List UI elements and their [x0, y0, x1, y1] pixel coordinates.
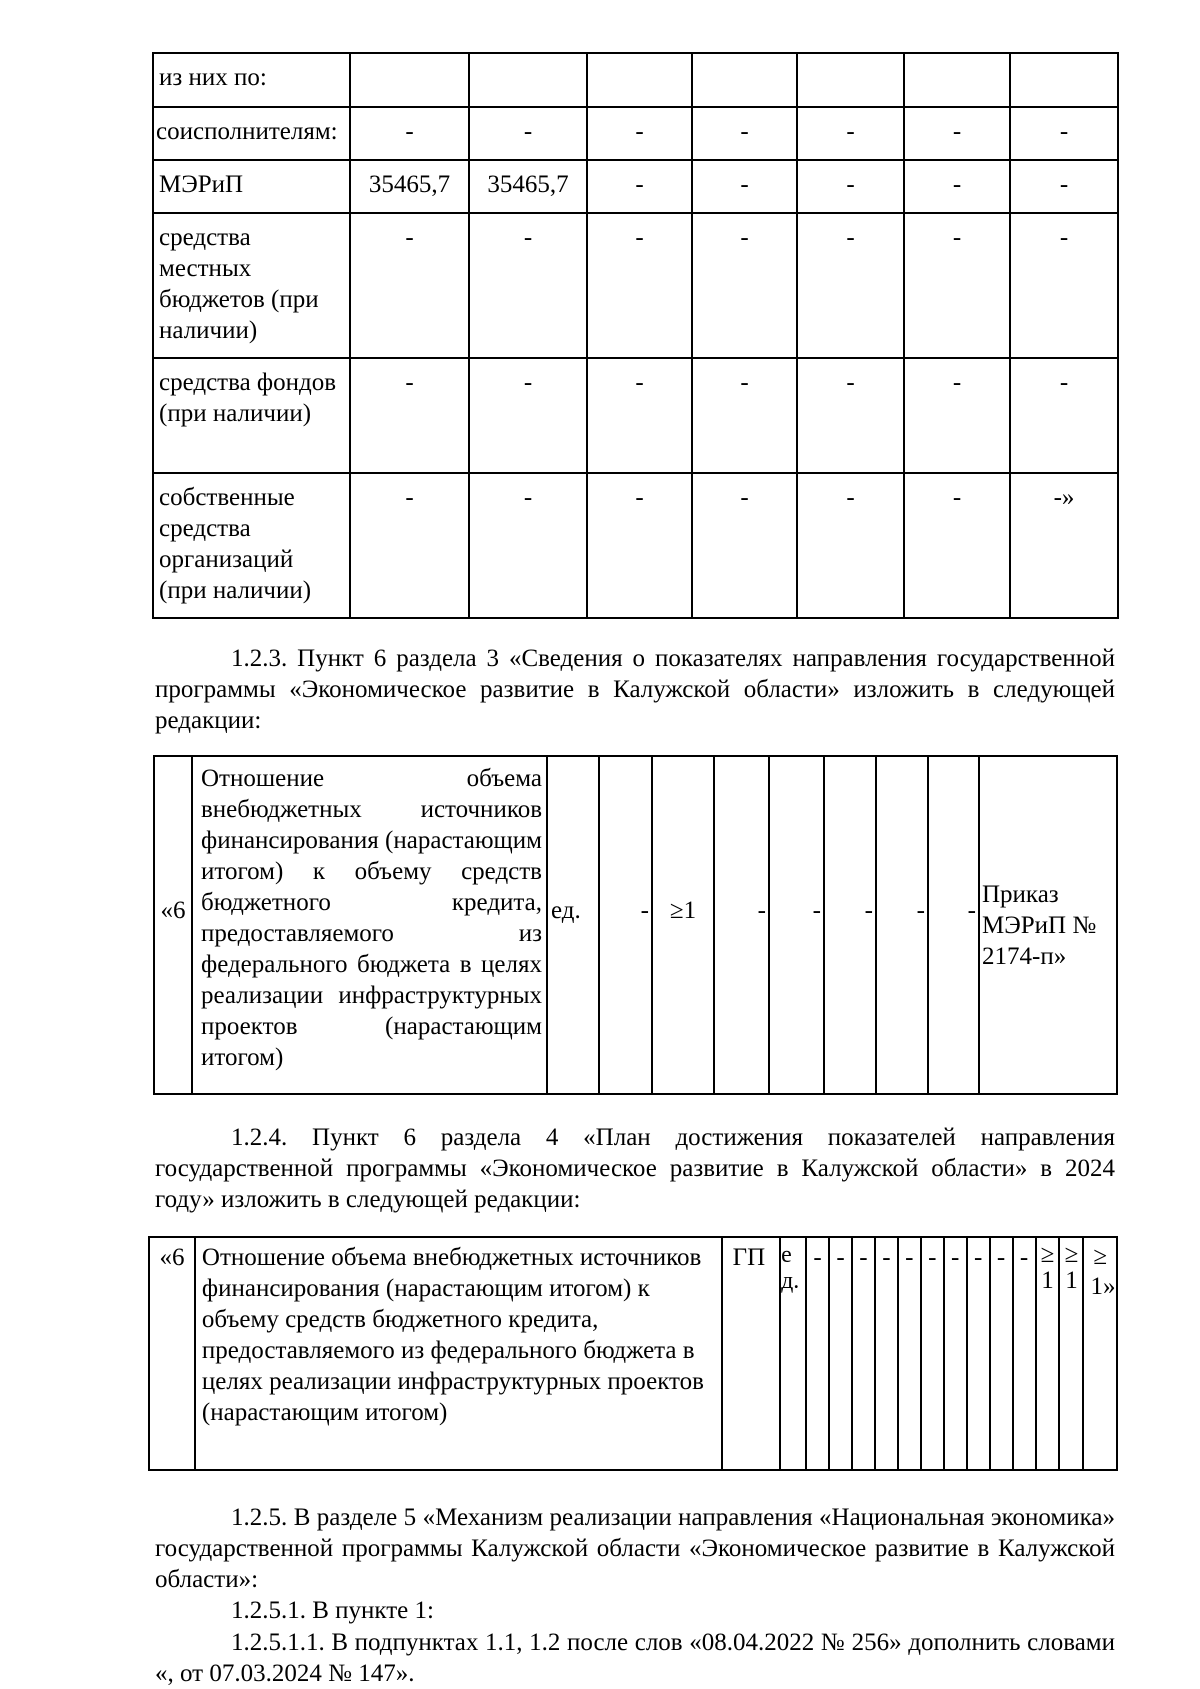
table-cell [904, 53, 1010, 107]
table-cell: - [1010, 160, 1118, 213]
plan-cell: ≥1 [1059, 1237, 1083, 1470]
paragraph-1-2-5: 1.2.5. В разделе 5 «Механизм реализации направления «Национальная экономика» государственной программы Калужской области «Экономическое развитие в Калужской области»: [155, 1504, 1115, 1593]
paragraph-1-2-5-1: 1.2.5.1. В пункте 1: [231, 1597, 434, 1624]
unit-cell: ед. [547, 756, 599, 1094]
value-cell: - [824, 756, 876, 1094]
row-label: соисполнителям: [153, 107, 350, 160]
table-cell: - [692, 107, 797, 160]
row-number: «6 [149, 1237, 195, 1470]
paragraph-1-2-5-1-1: 1.2.5.1.1. В подпунктах 1.1, 1.2 после слов «08.04.2022 № 256» дополнить словами «, от 07.03.2024 № 147». [155, 1629, 1115, 1687]
month-cell: - [967, 1237, 990, 1470]
table-row [153, 53, 1118, 107]
month-cell: - [1013, 1237, 1036, 1470]
row-number: «6 [154, 756, 192, 1094]
table-cell [469, 53, 587, 107]
plan-cell: ≥1» [1083, 1237, 1117, 1470]
table-cell: - [904, 358, 1010, 473]
plan-table [148, 1236, 1118, 1471]
table-cell: - [692, 160, 797, 213]
table-cell: - [469, 107, 587, 160]
value-cell: ≥1 [652, 756, 714, 1094]
table-cell: - [797, 358, 904, 473]
table-cell: - [350, 473, 469, 618]
table-cell: - [692, 213, 797, 358]
table-cell [1010, 53, 1118, 107]
value-cell: - [928, 756, 979, 1094]
source-document: Приказ МЭРиП № 2174-п» [979, 756, 1117, 1094]
month-cell: - [944, 1237, 967, 1470]
month-cell: - [852, 1237, 875, 1470]
indicator-name: Отношение объема внебюджетных источников финансирования (нарастающим итогом) к объему средств бюджетного кредита, предоставляемого из федерального бюджета в целях реализации инфраструктурных проектов (нарастающим итогом) [195, 1237, 722, 1470]
month-cell: - [829, 1237, 852, 1470]
table-cell: - [587, 358, 692, 473]
table-cell: - [350, 107, 469, 160]
table-cell: - [797, 160, 904, 213]
table-row [153, 473, 1118, 618]
table-cell: - [1010, 358, 1118, 473]
table-cell: - [1010, 107, 1118, 160]
paragraph-1-2-3: 1.2.3. Пункт 6 раздела 3 «Сведения о показателях направления государственной программы «Экономическое развитие в Калужской области» изложить в следующей редакции: [155, 645, 1115, 734]
row-label: из них по: [153, 53, 350, 107]
table-row [154, 756, 1117, 1094]
table-row [149, 1237, 1117, 1470]
table-cell: - [469, 213, 587, 358]
table-row [153, 160, 1118, 213]
row-label: собственные средства организаций (при наличии) [153, 473, 350, 618]
indicator-name: Отношение объема внебюджетных источников финансирования (нарастающим итогом) к объему средств бюджетного кредита, предоставляемого из федерального бюджета в целях реализации инфраструктурных проектов (нарастающим итогом) [192, 756, 547, 1094]
table-cell: - [904, 107, 1010, 160]
row-label: средства фондов (при наличии) [153, 358, 350, 473]
table-cell: 35465,7 [469, 160, 587, 213]
value-cell: - [876, 756, 928, 1094]
table-cell: 35465,7 [350, 160, 469, 213]
paragraph-1-2-4: 1.2.4. Пункт 6 раздела 4 «План достижения показателей направления государственной программы «Экономическое развитие в Калужской области» в 2024 году» изложить в следующей редакции: [155, 1124, 1115, 1213]
table-row [153, 358, 1118, 473]
month-cell: - [806, 1237, 829, 1470]
plan-cell: ≥1 [1036, 1237, 1060, 1470]
table-cell: - [350, 358, 469, 473]
table-cell [797, 53, 904, 107]
table-cell [692, 53, 797, 107]
table-cell: - [904, 213, 1010, 358]
table-cell: - [797, 213, 904, 358]
indicator-table [153, 755, 1118, 1095]
table-cell: - [469, 473, 587, 618]
table-cell: - [1010, 213, 1118, 358]
table-cell: -» [1010, 473, 1118, 618]
table-row [153, 213, 1118, 358]
table-cell: - [797, 107, 904, 160]
table-cell [587, 53, 692, 107]
table-cell: - [587, 213, 692, 358]
table-cell: - [904, 160, 1010, 213]
unit-cell: ед. [780, 1237, 806, 1470]
table-cell: - [692, 358, 797, 473]
month-cell: - [898, 1237, 921, 1470]
table-cell: - [587, 107, 692, 160]
level-cell: ГП [722, 1237, 780, 1470]
table-cell: - [587, 473, 692, 618]
value-cell: - [769, 756, 824, 1094]
table-cell: - [904, 473, 1010, 618]
month-cell: - [875, 1237, 898, 1470]
table-cell: - [469, 358, 587, 473]
month-cell: - [921, 1237, 944, 1470]
table-cell: - [797, 473, 904, 618]
row-label: средства местных бюджетов (при наличии) [153, 213, 350, 358]
table-cell: - [350, 213, 469, 358]
table-cell [350, 53, 469, 107]
financing-table [152, 52, 1119, 619]
value-cell: - [599, 756, 652, 1094]
row-label: МЭРиП [153, 160, 350, 213]
table-cell: - [587, 160, 692, 213]
value-cell: - [714, 756, 769, 1094]
table-row [153, 107, 1118, 160]
month-cell: - [990, 1237, 1013, 1470]
table-cell: - [692, 473, 797, 618]
